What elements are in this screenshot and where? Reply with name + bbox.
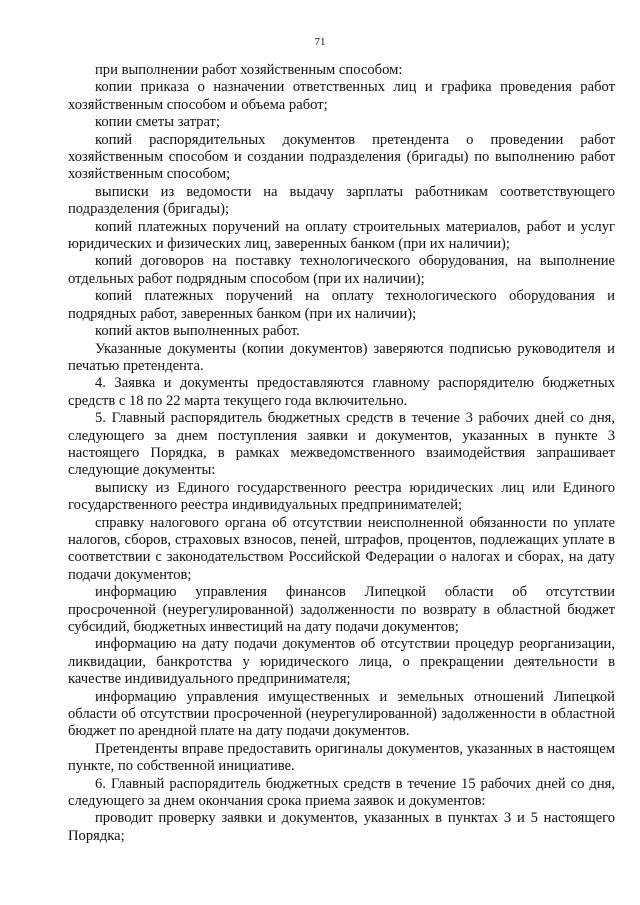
paragraph: 5. Главный распорядитель бюджетных средств в течение 3 рабочих дней со дня, следующего за днем поступления заявки и документов, указанных в пункте 3 настоящего Порядка, в рамках межведомственного взаимодействия запрашивает следующие документы: (68, 410, 615, 479)
paragraph: 6. Главный распорядитель бюджетных средств в течение 15 рабочих дней со дня, следующего за днем окончания срока приема заявок и документов: (68, 775, 615, 810)
paragraph: копий актов выполненных работ. (95, 323, 300, 340)
paragraph: Указанные документы (копии документов) заверяются подписью руководителя и печатью претендента. (68, 340, 615, 374)
paragraph: выписки из ведомости на выдачу зарплаты работникам соответствующего подразделения (бригады); (68, 183, 615, 218)
paragraph: справку налогового органа об отсутствии неисполненной обязанности по уплате налогов, сборов, страховых взносов, пеней, штрафов, процентов, подлежащих уплате в соответствии с законодательством Российской Федерации о налогах и сборах, на дату подачи документов; (68, 514, 615, 583)
paragraph: при выполнении работ хозяйственным способом: (95, 62, 403, 78)
paragraph: информацию на дату подачи документов об отсутствии процедур реорганизации, ликвидации, банкротства у юридического лица, о прекращении деятельности в качестве индивидуального предпринимателя; (68, 636, 615, 688)
document-body (68, 62, 615, 845)
paragraph: копий договоров на поставку технологического оборудования, на выполнение отдельных работ подрядным способом (при их наличии); (68, 253, 615, 287)
paragraph: проводит проверку заявки и документов, указанных в пунктах 3 и 5 настоящего Порядка; (68, 810, 615, 844)
paragraph: информацию управления финансов Липецкой области об отсутствии просроченной (неурегулированной) задолженности по возврату в областной бюджет субсидий, бюджетных инвестиций на дату подачи документов; (68, 584, 615, 635)
paragraph: 4. Заявка и документы предоставляются главному распорядителю бюджетных средств с 18 по 22 марта текущего года включительно. (68, 375, 615, 409)
paragraph: Претенденты вправе предоставить оригиналы документов, указанных в настоящем пункте, по собственной инициативе. (68, 740, 615, 775)
paragraph: копий распорядительных документов претендента о проведении работ хозяйственным способом и создании подразделения (бригады) по выполнению работ хозяйственным способом; (68, 131, 615, 183)
paragraph: копии сметы затрат; (95, 114, 220, 131)
page-number: 71 (314, 36, 326, 48)
paragraph: копий платежных поручений на оплату строительных материалов, работ и услуг юридических и физических лиц, заверенных банком (при их наличии); (68, 218, 615, 253)
paragraph: копий платежных поручений на оплату технологического оборудования и подрядных работ, заверенных банком (при их наличии); (68, 288, 615, 322)
paragraph: копии приказа о назначении ответственных лиц и графика проведения работ хозяйственным способом и объема работ; (68, 79, 615, 113)
paragraph: информацию управления имущественных и земельных отношений Липецкой области об отсутствии просроченной (неурегулированной) задолженности в областной бюджет по арендной плате на дату подачи документов. (68, 688, 615, 740)
paragraph: выписку из Единого государственного реестра юридических лиц или Единого государственного реестра индивидуальных предпринимателей; (68, 479, 615, 514)
